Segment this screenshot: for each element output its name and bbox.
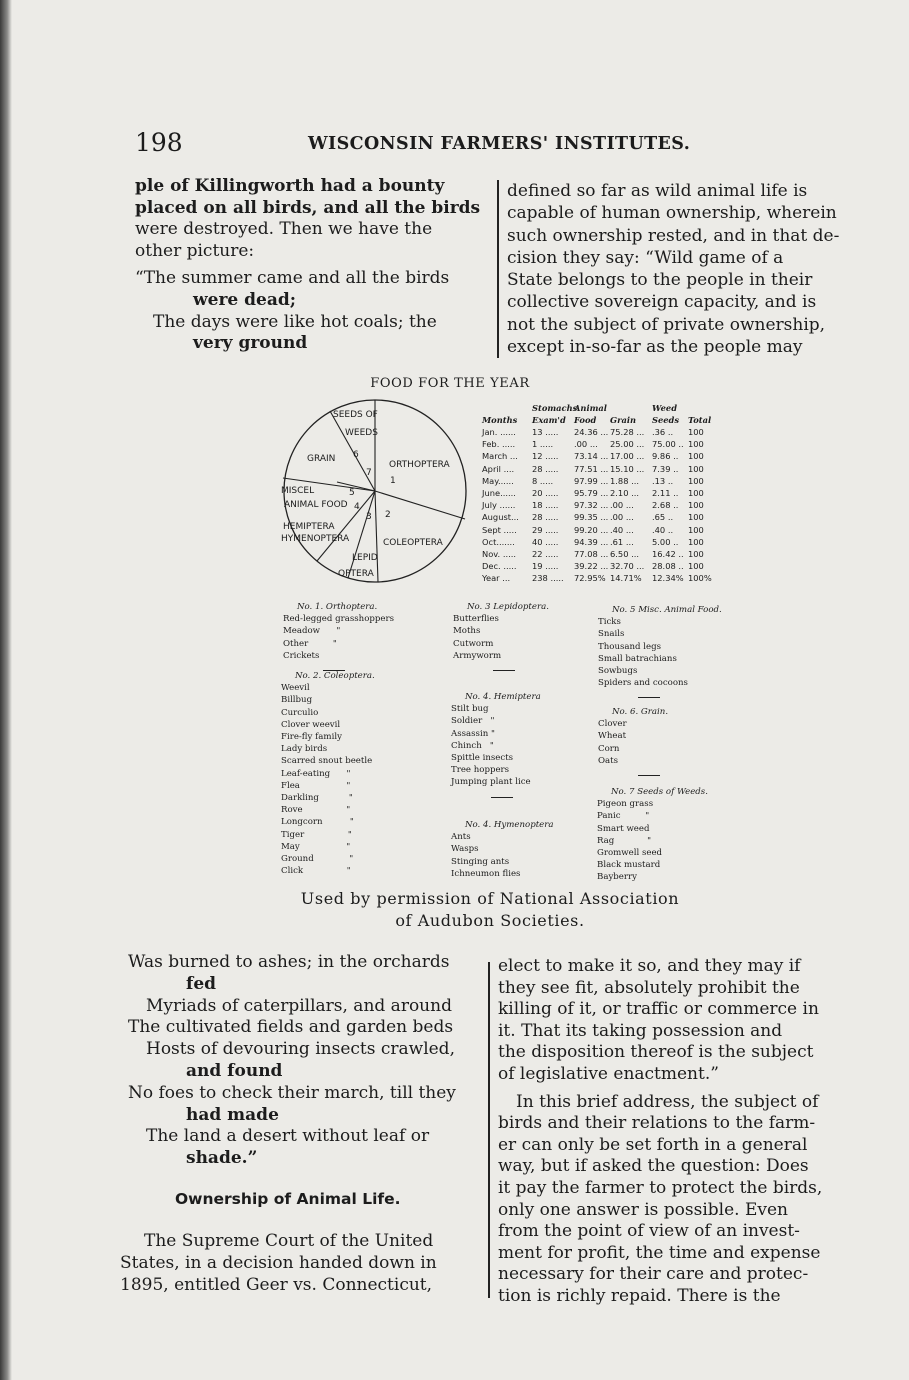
list-item: Smart weed	[597, 823, 650, 834]
table-cell: 99.20 ...	[574, 524, 609, 535]
text-line: placed on all birds, and all the birds	[135, 197, 481, 218]
table-cell: 24.36 ...	[574, 427, 609, 437]
table-row	[482, 450, 718, 462]
label-grain: GRAIN	[307, 454, 336, 464]
table-row	[482, 524, 718, 536]
label-optera: OPTERA	[338, 569, 374, 579]
table-cell: 20 .....	[532, 488, 559, 499]
table-cell: 18 .....	[532, 500, 559, 511]
page-number: 198	[135, 128, 183, 157]
table-cell: Jan. ......	[482, 427, 516, 437]
text-line: only one answer is possible. Even	[498, 1199, 789, 1220]
th-stomachs: Stomachs Exam'd	[532, 402, 578, 425]
caption-line-2: of Audubon Societies.	[395, 911, 585, 930]
table-cell: 100	[688, 536, 704, 547]
list-title: No. 2. Coleoptera.	[295, 671, 375, 681]
text-line: defined so far as wild animal life is	[507, 181, 808, 201]
list-item: Tiger "	[281, 829, 352, 840]
table-cell: 39.22 ...	[574, 561, 609, 572]
food-pie-chart	[275, 395, 475, 595]
label-orthoptera: ORTHOPTERA	[389, 460, 450, 470]
table-row	[482, 487, 718, 499]
table-cell: 100	[688, 500, 704, 511]
list-item: Darkling "	[281, 793, 353, 804]
table-row	[482, 438, 718, 450]
table-cell: 97.32 ...	[574, 500, 609, 511]
pie-num-2: 2	[385, 510, 391, 520]
table-cell: .40 ..	[652, 524, 674, 535]
list-item: Scarred snout beetle	[281, 756, 373, 767]
table-cell: Feb. .....	[482, 439, 516, 450]
text-line: it. That its taking possession and	[498, 1020, 783, 1041]
page-header	[135, 128, 695, 162]
table-cell: .00 ...	[610, 500, 634, 511]
list-item: Click "	[281, 866, 351, 877]
column-rule-top	[497, 180, 499, 358]
text-line: capable of human ownership, wherein	[507, 203, 837, 224]
text-line: In this brief address, the subject of	[516, 1091, 819, 1112]
table-cell: 100	[688, 475, 704, 486]
table-cell: 100	[688, 512, 704, 523]
list-item: Bayberry	[597, 872, 637, 883]
list-separator	[491, 797, 513, 798]
list-hemiptera	[451, 691, 541, 806]
list-item: Lady birds	[281, 744, 328, 755]
list-item: Black mustard	[597, 860, 661, 871]
text-line: very ground	[193, 333, 308, 354]
list-item: Ants	[451, 832, 471, 843]
list-lepidoptera	[453, 601, 549, 679]
table-row	[482, 560, 718, 572]
list-item: Tree hoppers	[451, 765, 510, 776]
table-cell: 73.14 ...	[574, 451, 609, 462]
list-item: Jumping plant lice	[451, 777, 531, 788]
bottom-right-column	[498, 956, 863, 1308]
text-line: elect to make it so, and they may if	[498, 956, 801, 976]
text-line: “The summer came and all the birds	[135, 268, 450, 289]
table-cell: Dec. .....	[482, 561, 517, 572]
text-line: shade.”	[186, 1148, 258, 1169]
list-item: Wheat	[598, 731, 627, 742]
table-cell: 2.11 ..	[652, 488, 679, 499]
list-item: Ichneumon flies	[451, 868, 521, 879]
pie-num-6: 6	[353, 450, 359, 460]
list-item: Meadow "	[283, 626, 341, 637]
table-cell: 12 .....	[532, 451, 559, 462]
table-cell: .65 ..	[652, 512, 674, 523]
text-line: not the subject of private ownership,	[507, 314, 826, 335]
label-coleoptera: COLEOPTERA	[383, 538, 443, 548]
th-weed-seeds: Weed Seeds	[652, 402, 680, 425]
list-item: Sowbugs	[598, 666, 638, 677]
list-item: Moths	[453, 626, 481, 637]
table-cell: .61 ...	[610, 536, 634, 547]
table-row	[482, 536, 718, 548]
text-line: States, in a decision handed down in	[120, 1253, 437, 1273]
text-line: The land a desert without leaf or	[146, 1126, 430, 1147]
table-cell: 7.39 ..	[652, 463, 679, 474]
label-hymenoptera: HYMENOPTERA	[281, 534, 350, 544]
bottom-left-paragraph	[120, 1230, 480, 1296]
text-line: cision they say: “Wild game of a	[507, 247, 784, 268]
list-title: No. 4. Hemiptera	[465, 692, 541, 702]
text-line: from the point of view of an invest-	[498, 1221, 800, 1242]
table-cell: 2.68 ..	[652, 500, 679, 511]
list-orthoptera	[283, 601, 394, 679]
label-misc-2: ANIMAL FOOD	[284, 500, 348, 510]
text-line: they see fit, absolutely prohibit the	[498, 977, 800, 998]
table-cell: 25.00 ...	[610, 439, 645, 450]
list-item: Billbug	[281, 695, 313, 706]
text-line: No foes to check their march, till they	[128, 1082, 456, 1103]
text-line: The Supreme Court of the United	[144, 1231, 434, 1251]
list-item: Butterflies	[453, 614, 499, 625]
list-title: No. 1. Orthoptera.	[297, 602, 378, 612]
table-row	[482, 475, 718, 487]
table-cell: 100	[688, 427, 704, 437]
table-cell: 100	[688, 439, 704, 450]
text-line: of legislative enactment.”	[498, 1063, 719, 1084]
text-line: collective sovereign capacity, and is	[507, 292, 817, 313]
text-line: were destroyed. Then we have the	[135, 219, 433, 240]
label-lepid: LEPID	[352, 553, 378, 563]
text-line: it pay the farmer to protect the birds,	[498, 1177, 823, 1198]
table-cell: 28 .....	[532, 463, 559, 474]
text-line: birds and their relations to the farm-	[498, 1113, 816, 1134]
table-cell: Oct.......	[482, 536, 515, 547]
table-cell: June......	[482, 488, 516, 499]
text-line: other picture:	[135, 240, 255, 261]
table-cell: 12.34%	[652, 573, 684, 584]
running-head: WISCONSIN FARMERS' INSTITUTES.	[308, 134, 691, 154]
text-line: er can only be set forth in a general	[498, 1134, 808, 1155]
table-cell: 1 .....	[532, 439, 554, 450]
table-cell: Sept .....	[482, 524, 517, 535]
text-line: The days were like hot coals; the	[153, 311, 437, 332]
table-cell: 19 .....	[532, 561, 559, 572]
text-line: 1895, entitled Geer vs. Connecticut,	[120, 1275, 433, 1295]
list-title: No. 5 Misc. Animal Food.	[612, 605, 722, 615]
list-item: Ground "	[281, 854, 354, 865]
figure-title: FOOD FOR THE YEAR	[370, 376, 530, 391]
table-row	[482, 511, 718, 523]
section-heading: Ownership of Animal Life.	[175, 1190, 401, 1208]
table-cell: Nov. .....	[482, 549, 517, 560]
list-item: Corn	[598, 743, 620, 754]
table-cell: .36 ..	[652, 427, 674, 437]
pie-num-4: 4	[354, 502, 360, 512]
table-cell: 22 .....	[532, 549, 559, 560]
table-cell: 100	[688, 561, 704, 572]
table-cell: 72.95%	[574, 573, 606, 584]
list-item: May "	[281, 841, 351, 852]
label-seeds-2: WEEDS	[345, 428, 378, 438]
list-item: Flea "	[281, 780, 351, 791]
list-coleoptera	[281, 670, 375, 877]
list-title: No. 6. Grain.	[612, 707, 669, 717]
pie-num-1: 1	[390, 476, 396, 486]
list-item: Curculio	[281, 707, 319, 718]
top-right-column	[507, 180, 867, 358]
table-cell: 100%	[688, 573, 712, 584]
table-cell: 97.99 ...	[574, 475, 609, 486]
table-cell: .00 ...	[610, 512, 634, 523]
table-cell: 1.88 ...	[610, 475, 640, 486]
text-line: fed	[186, 973, 217, 994]
list-item: Thousand legs	[598, 641, 662, 652]
list-title: No. 4. Hymenoptera	[465, 820, 554, 830]
table-cell: May......	[482, 475, 514, 486]
table-row	[482, 499, 718, 511]
list-item: Longcorn "	[281, 817, 354, 828]
label-hemiptera: HEMIPTERA	[283, 522, 335, 532]
pie-num-5: 5	[349, 488, 355, 498]
table-cell: .00 ...	[574, 439, 598, 450]
list-item: Stinging ants	[451, 856, 510, 867]
table-cell: Year ...	[482, 573, 511, 584]
list-item: Assassin "	[451, 728, 495, 739]
list-item: Other "	[283, 638, 337, 649]
list-title: No. 7 Seeds of Weeds.	[611, 787, 708, 797]
text-line: except in-so-far as the people may	[507, 337, 803, 358]
table-cell: 28.08 ..	[652, 561, 684, 572]
column-rule-bottom	[488, 962, 490, 1298]
table-cell: 77.51 ...	[574, 463, 609, 474]
table-cell: .40 ...	[610, 524, 634, 535]
table-cell: 2.10 ...	[610, 488, 640, 499]
table-cell: 8 .....	[532, 475, 554, 486]
table-row	[482, 426, 718, 438]
table-cell: 13 .....	[532, 427, 559, 437]
text-line: Was burned to ashes; in the orchards	[128, 952, 450, 972]
list-item: Cutworm	[453, 638, 494, 649]
list-item: Ticks	[598, 617, 621, 628]
list-item: Armyworm	[453, 650, 502, 661]
table-cell: 100	[688, 463, 704, 474]
table-cell: 32.70 ...	[610, 561, 645, 572]
list-separator	[638, 697, 660, 698]
table-cell: August...	[482, 512, 519, 523]
table-cell: 100	[688, 549, 704, 560]
table-cell: April ....	[482, 463, 515, 474]
list-item: Rag "	[597, 835, 652, 846]
table-cell: 75.28 ...	[610, 427, 645, 437]
top-left-column	[135, 176, 491, 355]
list-item: Chinch "	[451, 740, 494, 751]
list-item: Panic "	[597, 811, 650, 822]
food-table	[482, 404, 718, 585]
list-item: Spiders and cocoons	[598, 678, 688, 689]
list-item: Weevil	[281, 683, 310, 694]
list-item: Wasps	[451, 844, 479, 855]
text-line: such ownership rested, and in that de-	[507, 225, 840, 246]
table-cell: 100	[688, 524, 704, 535]
list-item: Leaf-eating "	[281, 768, 351, 779]
th-months: Months	[482, 414, 518, 425]
bottom-left-column	[128, 952, 484, 1170]
text-line: way, but if asked the question: Does	[498, 1156, 809, 1177]
table-cell: 14.71%	[610, 573, 642, 584]
table-cell: 6.50 ...	[610, 549, 640, 560]
list-item: Spittle insects	[451, 753, 514, 764]
text-line: necessary for their care and protec-	[498, 1264, 809, 1285]
pie-num-7: 7	[366, 468, 372, 478]
table-cell: 29 .....	[532, 524, 559, 535]
table-row	[482, 548, 718, 560]
text-line: tion is richly repaid. There is the	[498, 1285, 781, 1306]
list-item: Clover weevil	[281, 719, 341, 730]
table-cell: 94.39 ...	[574, 536, 609, 547]
table-row	[482, 463, 718, 475]
list-item: Pigeon grass	[597, 799, 654, 810]
list-separator	[638, 775, 660, 776]
table-cell: July ......	[482, 500, 516, 511]
th-grain: Grain	[610, 414, 637, 425]
book-binding-shadow	[0, 0, 12, 1380]
table-cell: 100	[688, 488, 704, 499]
text-line: and found	[186, 1060, 283, 1081]
list-item: Small batrachians	[598, 653, 677, 664]
table-cell: 15.10 ...	[610, 463, 645, 474]
table-cell: 40 .....	[532, 536, 559, 547]
list-item: Rove "	[281, 805, 351, 816]
text-line: ment for profit, the time and expense	[498, 1242, 821, 1263]
text-line: Myriads of caterpillars, and around	[146, 995, 452, 1016]
food-table-header	[482, 404, 718, 426]
caption-line-1: Used by permission of National Association	[300, 889, 680, 908]
text-line: ple of Killingworth had a bounty	[135, 176, 445, 196]
list-item: Fire-fly family	[281, 732, 342, 743]
table-cell: 100	[688, 451, 704, 462]
table-cell: 238 .....	[532, 573, 564, 584]
list-hymenoptera	[451, 819, 554, 880]
pie-num-3: 3	[366, 512, 372, 522]
table-cell: 95.79 ...	[574, 488, 609, 499]
text-line: had made	[186, 1104, 279, 1125]
list-item: Soldier "	[451, 716, 495, 727]
table-cell: 16.42 ..	[652, 549, 684, 560]
list-item: Oats	[598, 755, 619, 766]
list-separator	[493, 670, 515, 671]
list-grain	[598, 706, 668, 784]
list-item: Red-legged grasshoppers	[283, 614, 394, 625]
table-cell: 75.00 ..	[652, 439, 684, 450]
table-cell: 99.35 ...	[574, 512, 609, 523]
text-line: were dead;	[193, 289, 297, 310]
text-line: the disposition thereof is the subject	[498, 1042, 814, 1063]
table-row	[482, 572, 718, 584]
list-item: Crickets	[283, 650, 320, 661]
th-animal-food: Animal Food	[574, 402, 607, 425]
list-seeds-of-weeds	[597, 786, 708, 884]
table-cell: .13 ..	[652, 475, 674, 486]
table-cell: 28 .....	[532, 512, 559, 523]
list-item: Snails	[598, 629, 625, 640]
text-line: State belongs to the people in their	[507, 270, 813, 291]
text-line: The cultivated fields and garden beds	[128, 1017, 454, 1038]
table-cell: 9.86 ..	[652, 451, 679, 462]
list-item: Clover	[598, 719, 627, 730]
text-line: Hosts of devouring insects crawled,	[146, 1039, 455, 1060]
label-seeds-1: SEEDS OF	[333, 410, 378, 420]
text-line: killing of it, or traffic or commerce in	[498, 999, 819, 1020]
table-cell: 5.00 ..	[652, 536, 679, 547]
list-misc-animal-food	[598, 604, 722, 706]
table-cell: March ...	[482, 451, 518, 462]
th-total: Total	[688, 414, 712, 425]
figure-caption	[200, 888, 780, 932]
list-title: No. 3 Lepidoptera.	[467, 602, 549, 612]
table-cell: 77.08 ...	[574, 549, 609, 560]
list-item: Gromwell seed	[597, 848, 663, 859]
label-misc-1: MISCEL	[281, 486, 315, 496]
table-cell: 17.00 ...	[610, 451, 645, 462]
list-item: Stilt bug	[451, 704, 489, 715]
